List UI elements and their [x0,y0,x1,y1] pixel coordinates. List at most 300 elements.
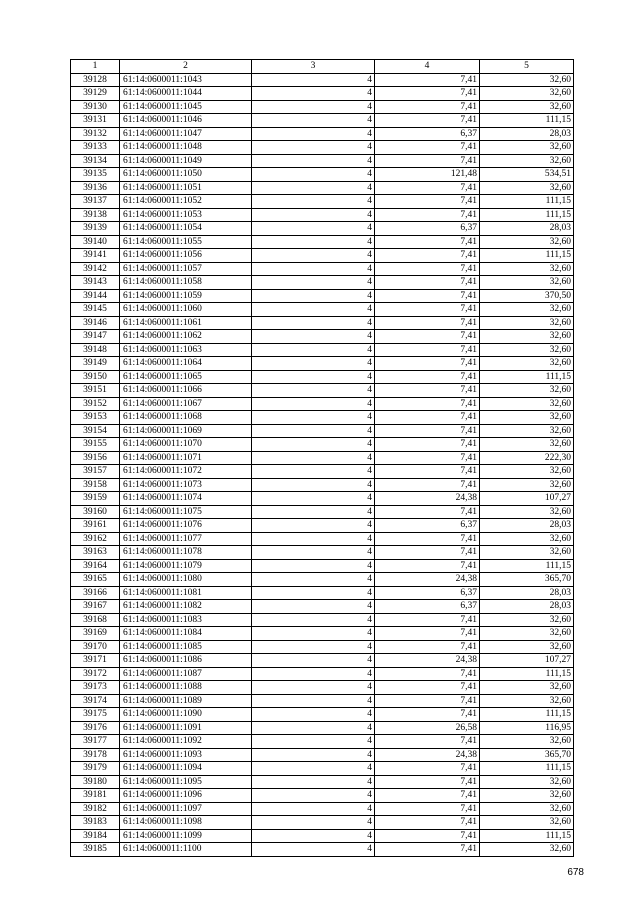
value-cell: 24,38 [375,748,480,762]
category-cell: 4 [252,829,375,843]
category-cell: 4 [252,613,375,627]
value-cell: 7,41 [375,181,480,195]
cadastral-number-cell: 61:14:0600011:1084 [120,627,252,641]
row-number-cell: 39142 [71,262,120,276]
row-number-cell: 39135 [71,168,120,182]
category-cell: 4 [252,424,375,438]
category-cell: 4 [252,87,375,101]
table-row [71,721,574,735]
row-number-cell: 39157 [71,465,120,479]
category-cell: 4 [252,330,375,344]
table-row [71,748,574,762]
amount-cell: 534,51 [480,168,574,182]
row-number-cell: 39152 [71,397,120,411]
value-cell: 7,41 [375,667,480,681]
cadastral-number-cell: 61:14:0600011:1085 [120,640,252,654]
category-cell: 4 [252,681,375,695]
row-number-cell: 39139 [71,222,120,236]
cadastral-number-cell: 61:14:0600011:1090 [120,708,252,722]
row-number-cell: 39182 [71,802,120,816]
amount-cell: 32,60 [480,424,574,438]
cadastral-number-cell: 61:14:0600011:1051 [120,181,252,195]
value-cell: 7,41 [375,100,480,114]
cadastral-number-cell: 61:14:0600011:1063 [120,343,252,357]
amount-cell: 32,60 [480,640,574,654]
category-cell: 4 [252,762,375,776]
value-cell: 7,41 [375,154,480,168]
table-row [71,343,574,357]
amount-cell: 32,60 [480,775,574,789]
amount-cell: 111,15 [480,762,574,776]
amount-cell: 111,15 [480,249,574,263]
amount-cell: 111,15 [480,708,574,722]
amount-cell: 32,60 [480,397,574,411]
table-row [71,708,574,722]
amount-cell: 111,15 [480,208,574,222]
value-cell: 24,38 [375,573,480,587]
row-number-cell: 39176 [71,721,120,735]
table-row [71,397,574,411]
cadastral-number-cell: 61:14:0600011:1082 [120,600,252,614]
category-cell: 4 [252,627,375,641]
category-cell: 4 [252,411,375,425]
cadastral-number-cell: 61:14:0600011:1079 [120,559,252,573]
table-row [71,411,574,425]
value-cell: 7,41 [375,87,480,101]
column-header-1: 1 [71,60,120,74]
table-row [71,100,574,114]
cadastral-number-cell: 61:14:0600011:1064 [120,357,252,371]
row-number-cell: 39162 [71,532,120,546]
category-cell: 4 [252,519,375,533]
cadastral-number-cell: 61:14:0600011:1073 [120,478,252,492]
amount-cell: 32,60 [480,843,574,857]
amount-cell: 111,15 [480,667,574,681]
table-row [71,762,574,776]
value-cell: 7,41 [375,208,480,222]
row-number-cell: 39164 [71,559,120,573]
row-number-cell: 39128 [71,73,120,87]
table-row [71,532,574,546]
value-cell: 7,41 [375,370,480,384]
row-number-cell: 39151 [71,384,120,398]
category-cell: 4 [252,235,375,249]
category-cell: 4 [252,600,375,614]
value-cell: 7,41 [375,802,480,816]
category-cell: 4 [252,654,375,668]
value-cell: 7,41 [375,708,480,722]
value-cell: 7,41 [375,330,480,344]
row-number-cell: 39158 [71,478,120,492]
cadastral-number-cell: 61:14:0600011:1070 [120,438,252,452]
category-cell: 4 [252,478,375,492]
table-row [71,114,574,128]
amount-cell: 32,60 [480,100,574,114]
value-cell: 7,41 [375,249,480,263]
cadastral-number-cell: 61:14:0600011:1094 [120,762,252,776]
cadastral-number-cell: 61:14:0600011:1058 [120,276,252,290]
table-row [71,559,574,573]
table-row [71,519,574,533]
table-row [71,694,574,708]
value-cell: 6,37 [375,519,480,533]
row-number-cell: 39149 [71,357,120,371]
value-cell: 7,41 [375,262,480,276]
value-cell: 7,41 [375,843,480,857]
category-cell: 4 [252,735,375,749]
table-row [71,249,574,263]
table-row [71,681,574,695]
category-cell: 4 [252,775,375,789]
category-cell: 4 [252,721,375,735]
category-cell: 4 [252,492,375,506]
row-number-cell: 39173 [71,681,120,695]
category-cell: 4 [252,357,375,371]
table-header-row [71,60,574,74]
category-cell: 4 [252,465,375,479]
cadastral-number-cell: 61:14:0600011:1056 [120,249,252,263]
table-row [71,640,574,654]
category-cell: 4 [252,262,375,276]
cadastral-number-cell: 61:14:0600011:1061 [120,316,252,330]
row-number-cell: 39178 [71,748,120,762]
cadastral-number-cell: 61:14:0600011:1080 [120,573,252,587]
row-number-cell: 39130 [71,100,120,114]
amount-cell: 32,60 [480,505,574,519]
value-cell: 7,41 [375,694,480,708]
cadastral-number-cell: 61:14:0600011:1095 [120,775,252,789]
cadastral-number-cell: 61:14:0600011:1087 [120,667,252,681]
value-cell: 7,41 [375,141,480,155]
cadastral-number-cell: 61:14:0600011:1048 [120,141,252,155]
cadastral-number-cell: 61:14:0600011:1066 [120,384,252,398]
table-row [71,573,574,587]
cadastral-number-cell: 61:14:0600011:1055 [120,235,252,249]
column-header-5: 5 [480,60,574,74]
row-number-cell: 39183 [71,816,120,830]
value-cell: 7,41 [375,195,480,209]
value-cell: 7,41 [375,276,480,290]
row-number-cell: 39179 [71,762,120,776]
value-cell: 7,41 [375,343,480,357]
category-cell: 4 [252,181,375,195]
amount-cell: 32,60 [480,681,574,695]
table-row [71,775,574,789]
value-cell: 7,41 [375,559,480,573]
table-row [71,87,574,101]
cadastral-number-cell: 61:14:0600011:1081 [120,586,252,600]
amount-cell: 32,60 [480,303,574,317]
amount-cell: 32,60 [480,262,574,276]
cadastral-number-cell: 61:14:0600011:1052 [120,195,252,209]
row-number-cell: 39160 [71,505,120,519]
table-row [71,667,574,681]
row-number-cell: 39131 [71,114,120,128]
row-number-cell: 39163 [71,546,120,560]
row-number-cell: 39172 [71,667,120,681]
table-row [71,222,574,236]
category-cell: 4 [252,816,375,830]
row-number-cell: 39166 [71,586,120,600]
table-row [71,451,574,465]
row-number-cell: 39132 [71,127,120,141]
category-cell: 4 [252,789,375,803]
value-cell: 7,41 [375,424,480,438]
category-cell: 4 [252,73,375,87]
row-number-cell: 39136 [71,181,120,195]
category-cell: 4 [252,694,375,708]
row-number-cell: 39159 [71,492,120,506]
table-row [71,370,574,384]
amount-cell: 32,60 [480,546,574,560]
row-number-cell: 39156 [71,451,120,465]
amount-cell: 32,60 [480,73,574,87]
amount-cell: 32,60 [480,87,574,101]
row-number-cell: 39141 [71,249,120,263]
amount-cell: 28,03 [480,222,574,236]
value-cell: 7,41 [375,397,480,411]
cadastral-number-cell: 61:14:0600011:1100 [120,843,252,857]
row-number-cell: 39155 [71,438,120,452]
table-row [71,816,574,830]
category-cell: 4 [252,586,375,600]
page-number: 678 [567,867,584,878]
value-cell: 7,41 [375,762,480,776]
amount-cell: 28,03 [480,127,574,141]
table-row [71,546,574,560]
category-cell: 4 [252,843,375,857]
value-cell: 7,41 [375,735,480,749]
table-row [71,316,574,330]
amount-cell: 107,27 [480,492,574,506]
amount-cell: 32,60 [480,316,574,330]
table-row [71,235,574,249]
category-cell: 4 [252,667,375,681]
amount-cell: 111,15 [480,559,574,573]
cadastral-number-cell: 61:14:0600011:1097 [120,802,252,816]
category-cell: 4 [252,505,375,519]
value-cell: 7,41 [375,303,480,317]
category-cell: 4 [252,316,375,330]
row-number-cell: 39143 [71,276,120,290]
table-row [71,492,574,506]
cadastral-number-cell: 61:14:0600011:1047 [120,127,252,141]
table-row [71,357,574,371]
category-cell: 4 [252,114,375,128]
amount-cell: 111,15 [480,195,574,209]
table-row [71,181,574,195]
category-cell: 4 [252,276,375,290]
cadastral-number-cell: 61:14:0600011:1044 [120,87,252,101]
value-cell: 7,41 [375,613,480,627]
amount-cell: 32,60 [480,694,574,708]
amount-cell: 107,27 [480,654,574,668]
category-cell: 4 [252,154,375,168]
cadastral-number-cell: 61:14:0600011:1071 [120,451,252,465]
table-row [71,654,574,668]
amount-cell: 32,60 [480,789,574,803]
value-cell: 26,58 [375,721,480,735]
table-row [71,843,574,857]
value-cell: 7,41 [375,532,480,546]
value-cell: 7,41 [375,640,480,654]
value-cell: 7,41 [375,789,480,803]
row-number-cell: 39171 [71,654,120,668]
category-cell: 4 [252,168,375,182]
cadastral-number-cell: 61:14:0600011:1069 [120,424,252,438]
value-cell: 7,41 [375,546,480,560]
table-row [71,627,574,641]
row-number-cell: 39154 [71,424,120,438]
value-cell: 7,41 [375,681,480,695]
table-row [71,478,574,492]
amount-cell: 365,70 [480,573,574,587]
amount-cell: 32,60 [480,235,574,249]
row-number-cell: 39133 [71,141,120,155]
amount-cell: 111,15 [480,829,574,843]
amount-cell: 28,03 [480,519,574,533]
amount-cell: 28,03 [480,586,574,600]
amount-cell: 32,60 [480,478,574,492]
data-table [70,59,574,857]
table-row [71,141,574,155]
value-cell: 7,41 [375,505,480,519]
category-cell: 4 [252,573,375,587]
row-number-cell: 39165 [71,573,120,587]
table-row [71,384,574,398]
table-row [71,330,574,344]
table-row [71,289,574,303]
table-row [71,802,574,816]
row-number-cell: 39180 [71,775,120,789]
category-cell: 4 [252,127,375,141]
column-header-4: 4 [375,60,480,74]
row-number-cell: 39137 [71,195,120,209]
amount-cell: 32,60 [480,181,574,195]
cadastral-number-cell: 61:14:0600011:1076 [120,519,252,533]
amount-cell: 28,03 [480,600,574,614]
cadastral-number-cell: 61:14:0600011:1099 [120,829,252,843]
cadastral-number-cell: 61:14:0600011:1067 [120,397,252,411]
value-cell: 6,37 [375,222,480,236]
amount-cell: 365,70 [480,748,574,762]
column-header-2: 2 [120,60,252,74]
category-cell: 4 [252,748,375,762]
category-cell: 4 [252,303,375,317]
table-row [71,303,574,317]
amount-cell: 32,60 [480,735,574,749]
category-cell: 4 [252,141,375,155]
category-cell: 4 [252,195,375,209]
category-cell: 4 [252,397,375,411]
amount-cell: 32,60 [480,613,574,627]
category-cell: 4 [252,451,375,465]
value-cell: 7,41 [375,627,480,641]
table-row [71,276,574,290]
category-cell: 4 [252,222,375,236]
value-cell: 7,41 [375,114,480,128]
category-cell: 4 [252,559,375,573]
value-cell: 6,37 [375,127,480,141]
table-row [71,208,574,222]
amount-cell: 32,60 [480,276,574,290]
amount-cell: 32,60 [480,411,574,425]
amount-cell: 32,60 [480,438,574,452]
table-row [71,195,574,209]
category-cell: 4 [252,438,375,452]
row-number-cell: 39145 [71,303,120,317]
table-row [71,438,574,452]
category-cell: 4 [252,370,375,384]
cadastral-number-cell: 61:14:0600011:1062 [120,330,252,344]
table-row [71,505,574,519]
row-number-cell: 39148 [71,343,120,357]
value-cell: 7,41 [375,438,480,452]
cadastral-number-cell: 61:14:0600011:1086 [120,654,252,668]
cadastral-number-cell: 61:14:0600011:1060 [120,303,252,317]
category-cell: 4 [252,384,375,398]
value-cell: 7,41 [375,384,480,398]
cadastral-number-cell: 61:14:0600011:1045 [120,100,252,114]
table-row [71,586,574,600]
value-cell: 7,41 [375,411,480,425]
value-cell: 24,38 [375,654,480,668]
category-cell: 4 [252,100,375,114]
value-cell: 6,37 [375,600,480,614]
cadastral-number-cell: 61:14:0600011:1050 [120,168,252,182]
cadastral-number-cell: 61:14:0600011:1065 [120,370,252,384]
table-row [71,262,574,276]
value-cell: 7,41 [375,451,480,465]
amount-cell: 32,60 [480,154,574,168]
value-cell: 7,41 [375,829,480,843]
amount-cell: 32,60 [480,802,574,816]
cadastral-number-cell: 61:14:0600011:1068 [120,411,252,425]
category-cell: 4 [252,343,375,357]
amount-cell: 32,60 [480,532,574,546]
value-cell: 6,37 [375,586,480,600]
table-row [71,735,574,749]
row-number-cell: 39170 [71,640,120,654]
amount-cell: 32,60 [480,384,574,398]
row-number-cell: 39134 [71,154,120,168]
row-number-cell: 39147 [71,330,120,344]
value-cell: 7,41 [375,775,480,789]
row-number-cell: 39146 [71,316,120,330]
row-number-cell: 39175 [71,708,120,722]
row-number-cell: 39184 [71,829,120,843]
table-body [71,73,574,856]
cadastral-number-cell: 61:14:0600011:1046 [120,114,252,128]
category-cell: 4 [252,640,375,654]
table-row [71,154,574,168]
value-cell: 7,41 [375,289,480,303]
table-row [71,127,574,141]
cadastral-number-cell: 61:14:0600011:1049 [120,154,252,168]
category-cell: 4 [252,249,375,263]
value-cell: 7,41 [375,465,480,479]
row-number-cell: 39177 [71,735,120,749]
table-row [71,789,574,803]
row-number-cell: 39169 [71,627,120,641]
amount-cell: 222,30 [480,451,574,465]
cadastral-number-cell: 61:14:0600011:1054 [120,222,252,236]
row-number-cell: 39129 [71,87,120,101]
value-cell: 7,41 [375,357,480,371]
amount-cell: 32,60 [480,627,574,641]
table-row [71,465,574,479]
cadastral-number-cell: 61:14:0600011:1077 [120,532,252,546]
